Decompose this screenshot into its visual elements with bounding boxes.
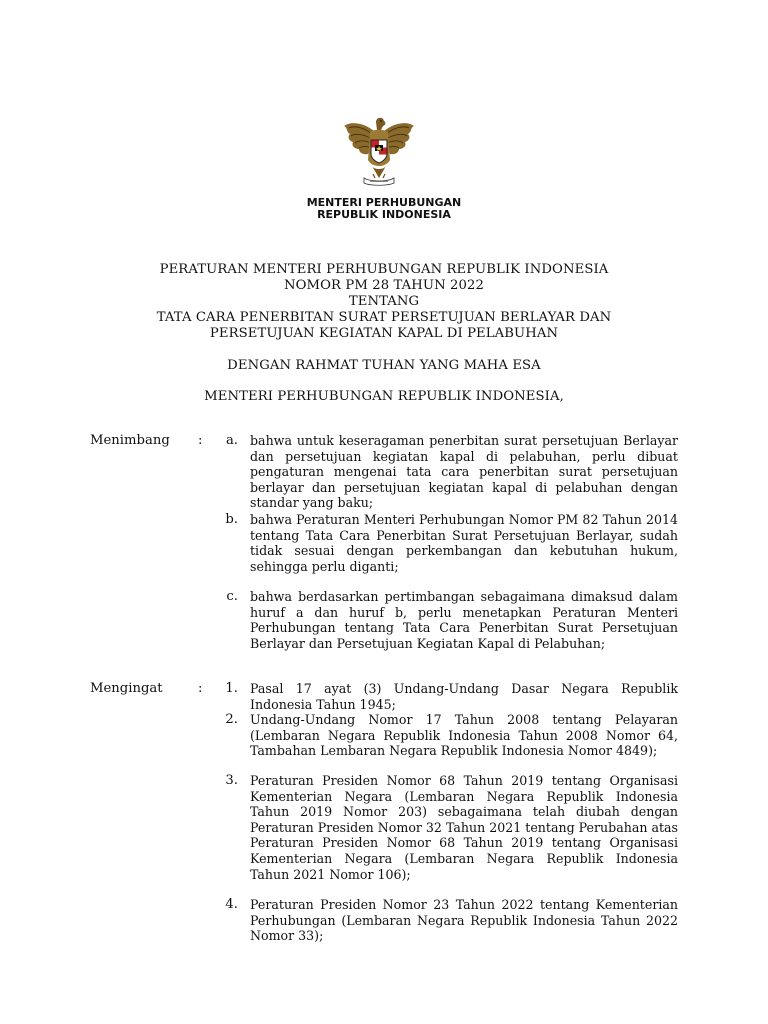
mengingat-item-2: Undang-Undang Nomor 17 Tahun 2008 tentang Pelayaran (Lembaran Negara Republik Indonesia Tahun 2008 Nomor 64, Tambahan Lembaran Negara Republik Indonesia Nomor 4849); — [250, 712, 678, 759]
list-item-marker: b. — [225, 512, 238, 527]
list-item-marker: 1. — [225, 681, 238, 696]
regulation-title-block — [0, 262, 768, 342]
list-item-marker: 2. — [225, 712, 238, 727]
mengingat-item-1: Pasal 17 ayat (3) Undang-Undang Dasar Negara Republik Indonesia Tahun 1945; — [250, 681, 678, 712]
menimbang-colon: : — [198, 433, 203, 448]
title-line: PERATURAN MENTERI PERHUBUNGAN REPUBLIK INDONESIA — [159, 262, 609, 277]
regulation-subject-line2: PERSETUJUAN KEGIATAN KAPAL DI PELABUHAN — [209, 326, 559, 341]
ministry-name-line2: REPUBLIK INDONESIA — [317, 208, 451, 221]
garuda-emblem-icon — [340, 116, 418, 192]
ministry-name-line1: MENTERI PERHUBUNGAN — [306, 196, 462, 209]
menimbang-label: Menimbang — [90, 433, 170, 448]
mengingat-item-4: Peraturan Presiden Nomor 23 Tahun 2022 tentang Kementerian Perhubungan (Lembaran Negara Republik Indonesia Tahun 2022 Nomor 33); — [250, 897, 678, 944]
list-item-marker: 4. — [225, 897, 238, 912]
mengingat-colon: : — [198, 681, 203, 696]
regulation-number: NOMOR PM 28 TAHUN 2022 — [283, 278, 485, 293]
mengingat-item-3: Peraturan Presiden Nomor 68 Tahun 2019 tentang Organisasi Kementerian Negara (Lembaran Negara Republik Indonesia Tahun 2019 Nomor 203) sebagaimana telah diubah dengan Peraturan Presiden Nomor 32 Tahun 2021 tentang Perubahan atas Peraturan Presiden Nomor 68 Tahun 2019 tentang Organisasi Kementerian Negara (Lembaran Negara Republik Indonesia Tahun 2021 Nomor 106); — [250, 773, 678, 882]
menimbang-item-a: bahwa untuk keseragaman penerbitan surat persetujuan Berlayar dan persetujuan kegiatan kapal di pelabuhan, perlu dibuat pengaturan mengenai tata cara penerbitan surat persetujuan berlayar dan persetujuan kegiatan kapal di pelabuhan dengan standar yang baku; — [250, 433, 678, 511]
regulation-subject-line1: TATA CARA PENERBITAN SURAT PERSETUJUAN BERLAYAR DAN — [156, 310, 612, 325]
title-tentang: TENTANG — [348, 294, 420, 309]
menimbang-item-c: bahwa berdasarkan pertimbangan sebagaimana dimaksud dalam huruf a dan huruf b, perlu menetapkan Peraturan Menteri Perhubungan tentang Tata Cara Penerbitan Surat Persetujuan Berlayar dan Persetujuan Kegiatan Kapal di Pelabuhan; — [250, 589, 678, 651]
mengingat-label: Mengingat — [90, 681, 163, 696]
list-item-marker: a. — [225, 433, 238, 448]
list-item-marker: 3. — [225, 773, 238, 788]
issuing-authority: MENTERI PERHUBUNGAN REPUBLIK INDONESIA, — [204, 389, 564, 404]
list-item-marker: c. — [226, 589, 238, 604]
invocation: DENGAN RAHMAT TUHAN YANG MAHA ESA — [227, 358, 541, 373]
menimbang-item-b: bahwa Peraturan Menteri Perhubungan Nomor PM 82 Tahun 2014 tentang Tata Cara Penerbitan Surat Persetujuan Berlayar, sudah tidak sesuai dengan perkembangan dan kebutuhan hukum, sehingga perlu diganti; — [250, 512, 678, 574]
